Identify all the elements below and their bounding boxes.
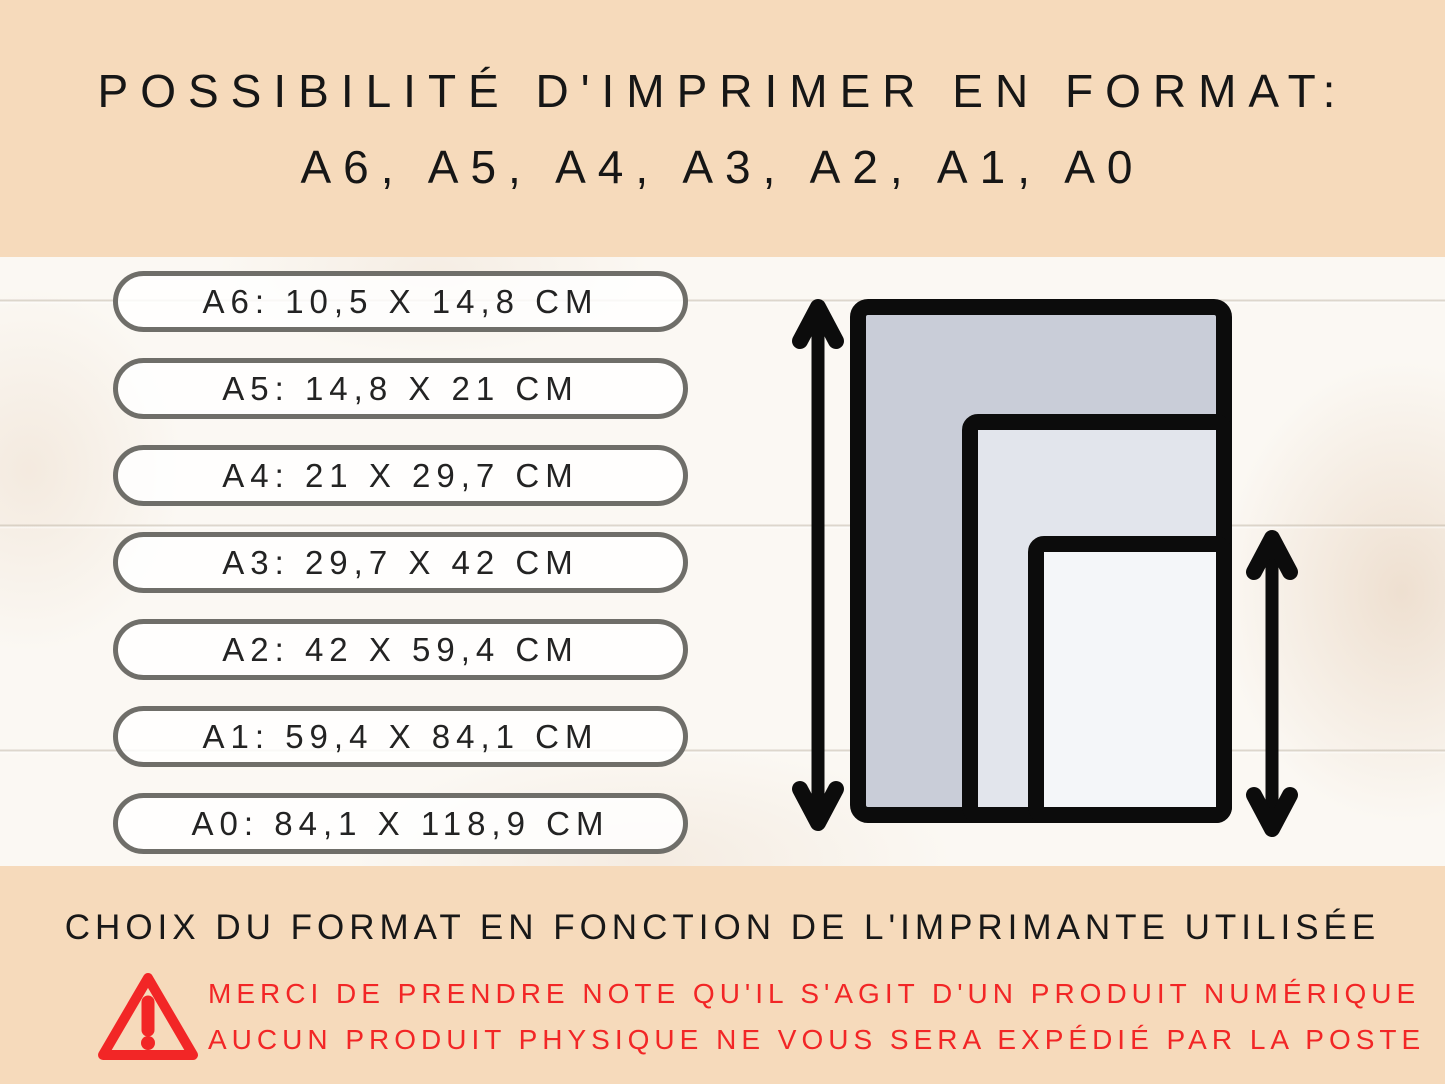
page-title-line1: POSSIBILITÉ D'IMPRIMER EN FORMAT: bbox=[97, 65, 1348, 117]
format-pill-a5: A5: 14,8 X 21 CM bbox=[113, 358, 688, 419]
format-pill-a6: A6: 10,5 X 14,8 CM bbox=[113, 271, 688, 332]
warning-line-2: AUCUN PRODUIT PHYSIQUE NE VOUS SERA EXPÉDIÉ PAR LA POSTE bbox=[208, 1024, 1426, 1055]
warning-text-block bbox=[208, 971, 1425, 1063]
paper-sizes-diagram bbox=[780, 281, 1340, 841]
header-section bbox=[0, 0, 1445, 257]
printer-choice-heading: CHOIX DU FORMAT EN FONCTION DE L'IMPRIMANTE UTILISÉE bbox=[64, 908, 1381, 947]
format-pill-a1: A1: 59,4 X 84,1 CM bbox=[113, 706, 688, 767]
formats-section bbox=[0, 257, 1445, 866]
format-pill-a2: A2: 42 X 59,4 CM bbox=[113, 619, 688, 680]
left-height-arrow-icon bbox=[800, 307, 836, 823]
page-title-line2: A6, A5, A4, A3, A2, A1, A0 bbox=[300, 141, 1145, 193]
right-height-arrow-icon bbox=[1254, 538, 1290, 829]
footer-section bbox=[0, 866, 1445, 1084]
format-pill-a4: A4: 21 X 29,7 CM bbox=[113, 445, 688, 506]
format-size-list bbox=[113, 271, 688, 854]
digital-product-warning bbox=[96, 969, 1425, 1065]
warning-line-1: MERCI DE PRENDRE NOTE QU'IL S'AGIT D'UN PRODUIT NUMÉRIQUE bbox=[208, 978, 1421, 1009]
warning-triangle-icon bbox=[96, 969, 200, 1065]
format-pill-a0: A0: 84,1 X 118,9 CM bbox=[113, 793, 688, 854]
format-pill-a3: A3: 29,7 X 42 CM bbox=[113, 532, 688, 593]
sheet-small bbox=[1036, 544, 1224, 815]
